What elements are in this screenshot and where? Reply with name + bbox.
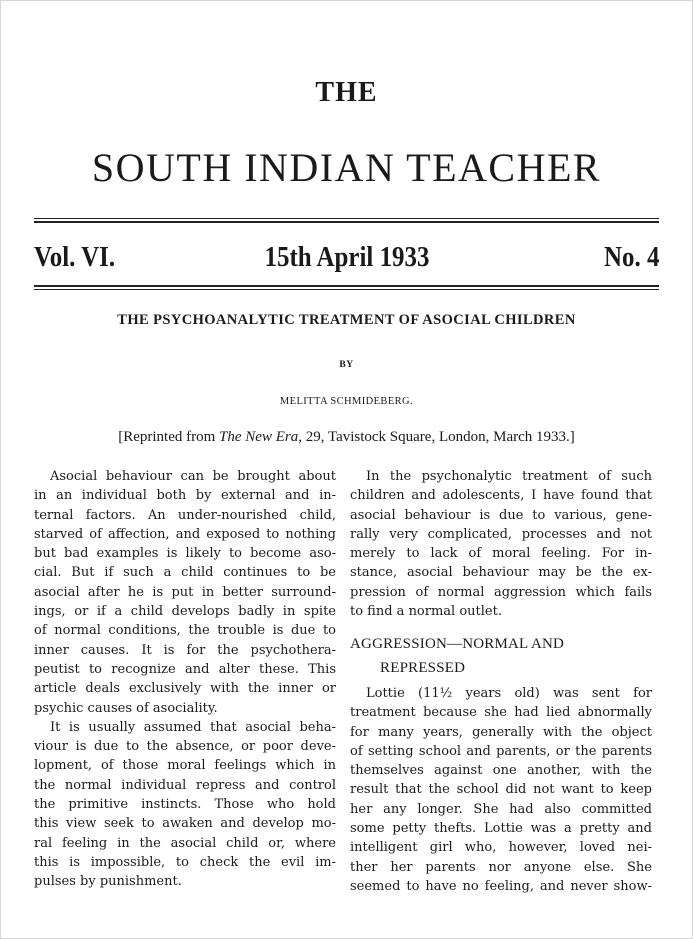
- reprint-note: [1, 429, 692, 446]
- text-line: this view seek to awaken and develop mo-: [34, 816, 336, 832]
- right-column: [350, 467, 652, 896]
- text-line: treatment because she had lied abnormally: [350, 705, 652, 721]
- volume-label: Vol. VI.: [34, 241, 116, 273]
- text-line: of setting school and parents, or the parents: [350, 743, 652, 759]
- text-line: of normal conditions, the trouble is due to: [34, 623, 336, 639]
- text-line: merely to lack of moral feeling. For in-: [350, 546, 652, 562]
- text-line: Asocial behaviour can be brought about: [50, 469, 336, 484]
- text-line: some petty thefts. Lottie was a pretty and: [350, 821, 652, 837]
- bottom-rule-thin: [34, 289, 659, 290]
- text-line: result that the school did not want to keep: [350, 782, 652, 798]
- byline-by: BY: [339, 360, 354, 370]
- masthead-the: THE: [315, 77, 378, 108]
- text-line: psychic causes of asociality.: [34, 700, 218, 716]
- text-line: In the psychonalytic treatment of such: [366, 469, 652, 484]
- text-line: pulses by punishment.: [34, 874, 182, 890]
- text-line: themselves against one another, with the: [350, 763, 652, 779]
- top-rule-thick: [34, 221, 659, 223]
- text-line: starved of affection, and exposed to nothing: [34, 526, 336, 542]
- reprint-suffix: 29, Tavistock Square, London, March 1933.]: [301, 429, 575, 445]
- text-line: inner causes. It is for the psychothera-: [34, 642, 336, 658]
- text-line: intelligent girl who, however, loved nei-: [350, 840, 652, 856]
- section-heading-continued: REPRESSED: [380, 659, 466, 676]
- text-line: It is usually assumed that asocial beha-: [50, 719, 336, 735]
- text-line: her any longer. She had also committed: [350, 801, 652, 817]
- text-line: to find a normal outlet.: [350, 604, 502, 620]
- text-line: the primitive instincts. Those who hold: [34, 797, 336, 813]
- text-line: for many years, generally with the object: [350, 724, 652, 740]
- text-line: but bad examples is likely to become aso-: [34, 546, 336, 562]
- text-line: stance, asocial behaviour may be the ex-: [350, 565, 652, 581]
- article-title: THE PSYCHOANALYTIC TREATMENT OF ASOCIAL CHILDREN: [117, 312, 576, 328]
- text-line: ral feeling in the asocial child or, where: [34, 835, 336, 851]
- reprint-prefix: [Reprinted from: [118, 429, 220, 445]
- top-rule-thin: [34, 218, 659, 219]
- text-line: article deals exclusively with the inner or: [34, 681, 336, 697]
- issue-date: 15th April 1933: [264, 241, 429, 273]
- text-line: ternal factors. An under-nourished child,: [34, 507, 336, 523]
- section-spacer: [350, 621, 652, 635]
- text-line: the normal individual repress and control: [34, 777, 336, 793]
- text-line: this is impossible, to check the evil im-: [34, 854, 336, 870]
- section-heading: AGGRESSION—NORMAL AND: [350, 636, 565, 653]
- text-line: viour is due to the absence, or poor deve-: [34, 739, 336, 755]
- text-line: ings, or if a child develops badly in spite: [34, 604, 336, 620]
- text-line: in an individual both by external and in-: [34, 488, 336, 504]
- issue-number: No. 4: [603, 241, 659, 273]
- issue-info-row: [34, 241, 659, 277]
- text-line: pression of normal aggression which fails: [350, 584, 652, 600]
- author-name: MELITTA SCHMIDEBERG.: [279, 396, 414, 407]
- text-line: asocial after he is put in better surround-: [34, 584, 336, 600]
- text-line: cial. But if such a child continues to be: [34, 565, 336, 581]
- journal-title: SOUTH INDIAN TEACHER: [91, 145, 602, 190]
- text-line: lopment, of those moral feelings which in: [34, 758, 336, 774]
- text-line: seemed to have no feeling, and never show-: [350, 878, 652, 894]
- text-line: children and adolescents, I have found that: [350, 488, 652, 504]
- text-line: asocial behaviour is due to various, gene-: [350, 507, 652, 523]
- text-line: rally very complicated, processes and not: [350, 526, 652, 542]
- text-line: ther her parents nor anyone else. She: [350, 859, 652, 875]
- text-line: Lottie (11½ years old) was sent for: [366, 685, 652, 701]
- text-line: peutist to recognize and alter these. This: [34, 661, 336, 677]
- bottom-rule-thick: [34, 285, 659, 287]
- left-column: [34, 467, 336, 892]
- reprint-source: The New Era,: [219, 429, 302, 445]
